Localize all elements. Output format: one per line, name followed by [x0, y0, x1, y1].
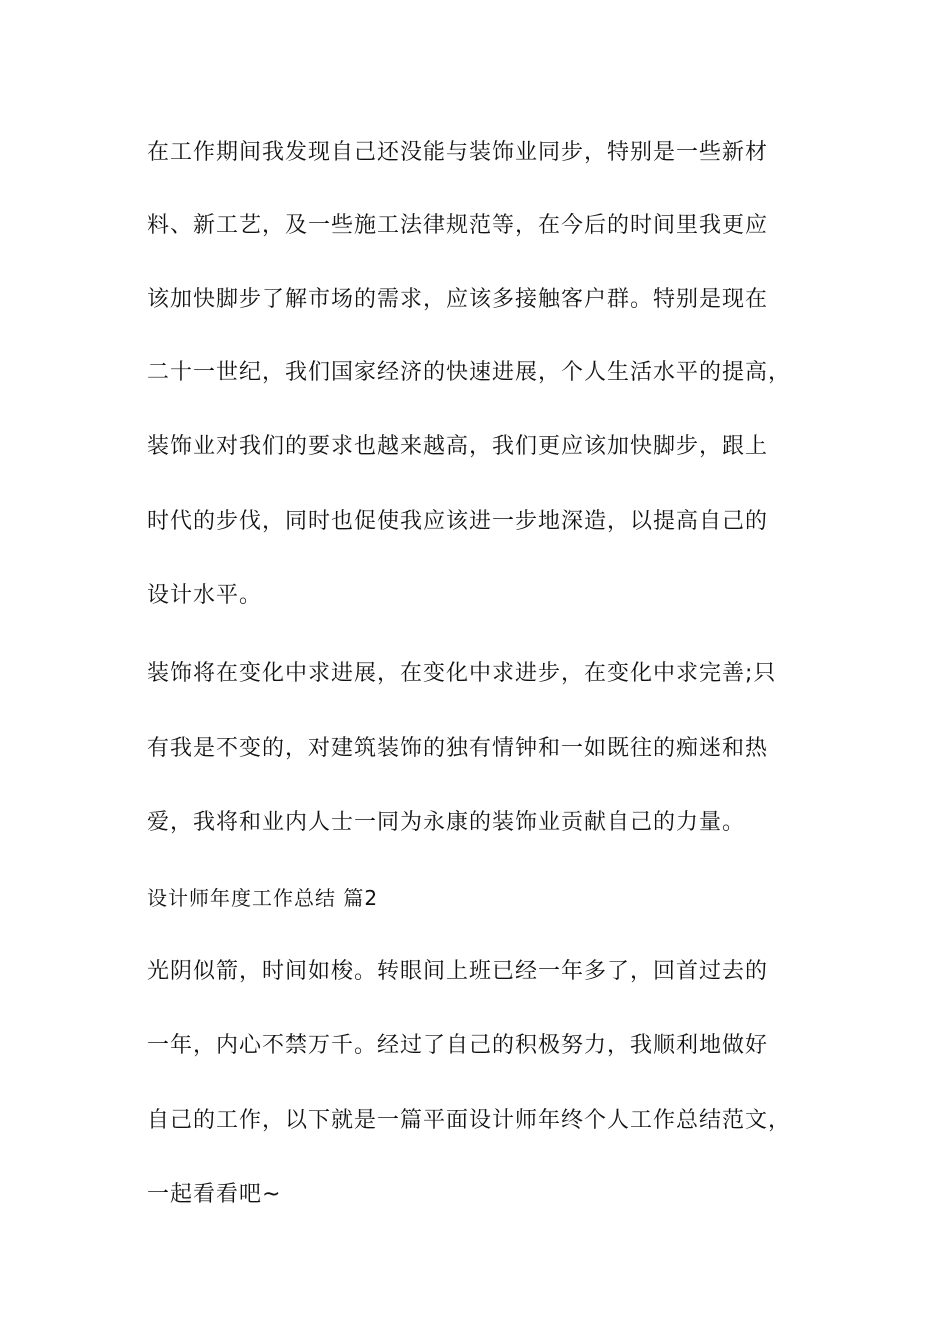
- paragraph-2-line-2: 有我是不变的，对建筑装饰的独有情钟和一如既往的痴迷和热: [147, 736, 769, 761]
- section-heading: 设计师年度工作总结 篇2: [147, 886, 379, 910]
- paragraph-1-line-7: 设计水平。: [147, 583, 263, 608]
- paragraph-1-line-5: 装饰业对我们的要求也越来越高，我们更应该加快脚步，跟上: [147, 434, 769, 459]
- paragraph-2-line-3: 爱，我将和业内人士一同为永康的装饰业贡献自己的力量。: [147, 810, 746, 835]
- paragraph-1-line-3: 该加快脚步了解市场的需求，应该多接触客户群。特别是现在: [147, 287, 769, 312]
- paragraph-1-line-4: 二十一世纪，我们国家经济的快速进展，个人生活水平的提高，: [147, 360, 792, 385]
- paragraph-3-line-3: 自己的工作，以下就是一篇平面设计师年终个人工作总结范文，: [147, 1108, 792, 1133]
- paragraph-1-line-6: 时代的步伐，同时也促使我应该进一步地深造，以提高自己的: [147, 509, 769, 534]
- paragraph-3-line-4: 一起看看吧~: [147, 1182, 282, 1207]
- paragraph-1-line-2: 料、新工艺，及一些施工法律规范等，在今后的时间里我更应: [147, 213, 769, 238]
- paragraph-3-line-1: 光阴似箭，时间如梭。转眼间上班已经一年多了，回首过去的: [147, 959, 769, 984]
- paragraph-1-line-1: 在工作期间我发现自己还没能与装饰业同步，特别是一些新材: [147, 140, 769, 165]
- paragraph-3-line-2: 一年，内心不禁万千。经过了自己的积极努力，我顺利地做好: [147, 1033, 769, 1058]
- paragraph-2-line-1: 装饰将在变化中求进展，在变化中求进步，在变化中求完善;只: [147, 661, 777, 686]
